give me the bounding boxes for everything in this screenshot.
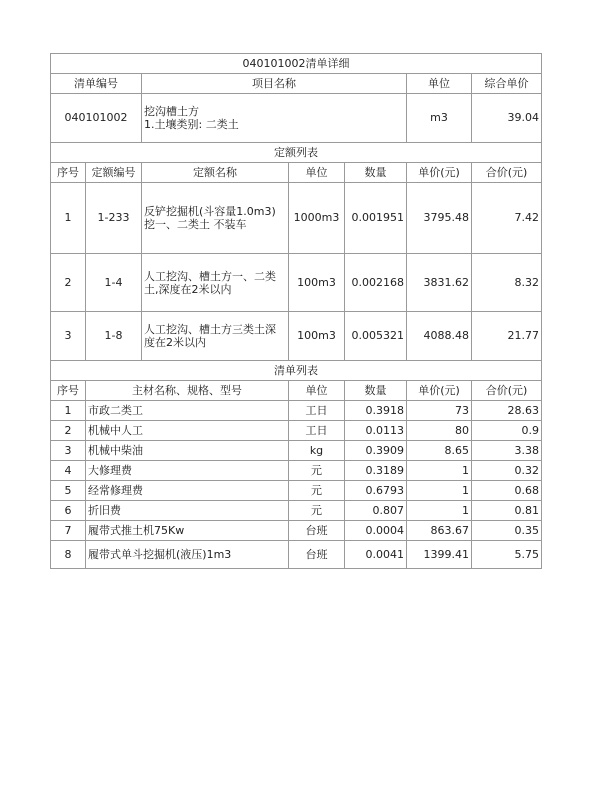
material-name: 机械中人工: [86, 421, 289, 441]
table-row: [51, 312, 542, 361]
material-total-header: 合价(元): [472, 381, 542, 401]
table-row: [51, 461, 542, 481]
material-name: 机械中柴油: [86, 441, 289, 461]
material-unit: 台班: [289, 541, 345, 569]
material-seq: 1: [51, 401, 86, 421]
material-seq: 7: [51, 521, 86, 541]
material-name: 经常修理费: [86, 481, 289, 501]
material-total: 0.35: [472, 521, 542, 541]
quota-unit-price: 3831.62: [407, 254, 472, 312]
material-total: 0.81: [472, 501, 542, 521]
material-unit-price: 1399.41: [407, 541, 472, 569]
material-qty: 0.3189: [345, 461, 407, 481]
quota-total-header: 合价(元): [472, 163, 542, 183]
quota-name: 人工挖沟、槽土方三类土深度在2米以内: [142, 312, 289, 361]
quota-unit-price-header: 单价(元): [407, 163, 472, 183]
bill-name: [142, 94, 407, 143]
table-row: [51, 481, 542, 501]
quota-total: 7.42: [472, 183, 542, 254]
material-qty-header: 数量: [345, 381, 407, 401]
bill-code-header: 清单编号: [51, 74, 142, 94]
quota-name-header: 定额名称: [142, 163, 289, 183]
material-seq: 4: [51, 461, 86, 481]
material-seq-header: 序号: [51, 381, 86, 401]
quota-unit-header: 单位: [289, 163, 345, 183]
material-name: 履带式单斗挖掘机(液压)1m3: [86, 541, 289, 569]
material-unit-price: 80: [407, 421, 472, 441]
material-name: 市政二类工: [86, 401, 289, 421]
material-seq: 3: [51, 441, 86, 461]
quota-seq: 2: [51, 254, 86, 312]
bill-unit-header: 单位: [407, 74, 472, 94]
quota-section-title: 定额列表: [51, 143, 542, 163]
material-unit-price: 73: [407, 401, 472, 421]
table-row: [51, 183, 542, 254]
quota-total: 8.32: [472, 254, 542, 312]
table-row: [51, 541, 542, 569]
material-name: 履带式推土机75Kw: [86, 521, 289, 541]
material-qty: 0.3918: [345, 401, 407, 421]
bill-price: 39.04: [472, 94, 542, 143]
bill-row: [51, 94, 542, 143]
material-unit-price: 1: [407, 481, 472, 501]
quota-seq: 3: [51, 312, 86, 361]
material-name: 大修理费: [86, 461, 289, 481]
material-name: 折旧费: [86, 501, 289, 521]
material-unit-price: 1: [407, 501, 472, 521]
material-total: 5.75: [472, 541, 542, 569]
material-unit: 工日: [289, 401, 345, 421]
table-row: [51, 401, 542, 421]
quota-qty-header: 数量: [345, 163, 407, 183]
quota-qty: 0.002168: [345, 254, 407, 312]
material-total: 0.32: [472, 461, 542, 481]
bill-code: 040101002: [51, 94, 142, 143]
material-total: 0.9: [472, 421, 542, 441]
table-row: [51, 254, 542, 312]
quota-code: 1-233: [86, 183, 142, 254]
material-seq: 6: [51, 501, 86, 521]
quota-total: 21.77: [472, 312, 542, 361]
material-qty: 0.0113: [345, 421, 407, 441]
table-title: 040101002清单详细: [51, 54, 542, 74]
bill-unit: m3: [407, 94, 472, 143]
material-qty: 0.6793: [345, 481, 407, 501]
bill-detail-table: [50, 53, 542, 569]
material-unit-price: 1: [407, 461, 472, 481]
table-row: [51, 521, 542, 541]
quota-unit: 100m3: [289, 254, 345, 312]
material-unit-price: 863.67: [407, 521, 472, 541]
material-qty: 0.3909: [345, 441, 407, 461]
table-row: [51, 421, 542, 441]
quota-unit: 100m3: [289, 312, 345, 361]
material-unit: 元: [289, 461, 345, 481]
bill-name-line2: 1.土壤类别: 二类土: [144, 118, 239, 131]
material-total: 28.63: [472, 401, 542, 421]
bill-price-header: 综合单价: [472, 74, 542, 94]
quota-name: 反铲挖掘机(斗容量1.0m3)挖一、二类土 不装车: [142, 183, 289, 254]
material-unit: kg: [289, 441, 345, 461]
quota-code: 1-8: [86, 312, 142, 361]
material-seq: 5: [51, 481, 86, 501]
quota-seq-header: 序号: [51, 163, 86, 183]
material-seq: 8: [51, 541, 86, 569]
quota-qty: 0.005321: [345, 312, 407, 361]
material-unit: 工日: [289, 421, 345, 441]
quota-code-header: 定额编号: [86, 163, 142, 183]
quota-qty: 0.001951: [345, 183, 407, 254]
material-unit-price: 8.65: [407, 441, 472, 461]
material-unit-header: 单位: [289, 381, 345, 401]
material-name-header: 主材名称、规格、型号: [86, 381, 289, 401]
material-unit: 台班: [289, 521, 345, 541]
material-unit: 元: [289, 501, 345, 521]
material-seq: 2: [51, 421, 86, 441]
table-row: [51, 441, 542, 461]
quota-code: 1-4: [86, 254, 142, 312]
quota-unit-price: 4088.48: [407, 312, 472, 361]
material-total: 0.68: [472, 481, 542, 501]
material-qty: 0.0041: [345, 541, 407, 569]
material-qty: 0.807: [345, 501, 407, 521]
material-qty: 0.0004: [345, 521, 407, 541]
material-unit-price-header: 单价(元): [407, 381, 472, 401]
quota-seq: 1: [51, 183, 86, 254]
bill-name-line1: 挖沟槽土方: [144, 105, 199, 118]
material-unit: 元: [289, 481, 345, 501]
material-section-title: 清单列表: [51, 361, 542, 381]
quota-unit-price: 3795.48: [407, 183, 472, 254]
table-row: [51, 501, 542, 521]
quota-name: 人工挖沟、槽土方一、二类土,深度在2米以内: [142, 254, 289, 312]
bill-name-header: 项目名称: [142, 74, 407, 94]
quota-unit: 1000m3: [289, 183, 345, 254]
material-total: 3.38: [472, 441, 542, 461]
